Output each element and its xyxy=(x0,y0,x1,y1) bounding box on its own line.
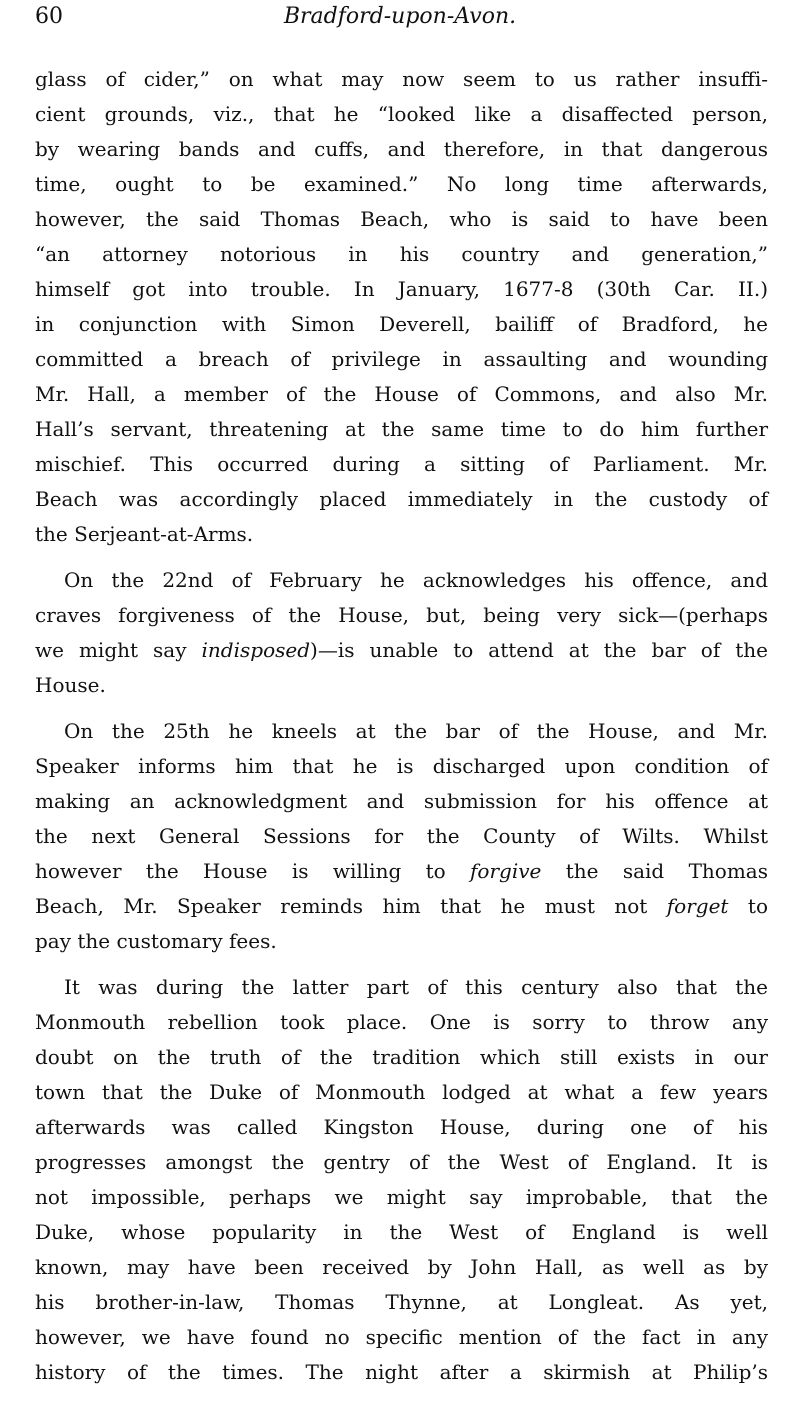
paragraph xyxy=(35,970,768,1390)
text-line xyxy=(35,237,768,272)
text-segment: Monmouth rebellion took place. One is sorry to throw any xyxy=(35,1010,768,1034)
text-segment: House. xyxy=(35,673,106,697)
italic-text: forget xyxy=(666,894,729,918)
text-line xyxy=(35,97,768,132)
page-header xyxy=(0,0,800,40)
text-line xyxy=(35,1005,768,1040)
text-line xyxy=(35,1215,768,1250)
text-segment: It was during the latter part of this century also that the xyxy=(64,975,768,999)
text-segment: by wearing bands and cuffs, and therefore, in that dangerous xyxy=(35,137,768,161)
text-segment: Mr. Hall, a member of the House of Commons, and also Mr. xyxy=(35,382,768,406)
text-segment: the next General Sessions for the County of Wilts. Whilst xyxy=(35,824,768,848)
text-line xyxy=(35,132,768,167)
text-segment: history of the times. The night after a skirmish at Philip’s xyxy=(35,1360,768,1384)
text-line xyxy=(35,854,768,889)
text-line xyxy=(35,889,768,924)
text-line xyxy=(35,749,768,784)
text-segment: On the 25th he kneels at the bar of the House, and Mr. xyxy=(64,719,768,743)
text-line xyxy=(35,1285,768,1320)
text-line xyxy=(35,1320,768,1355)
text-segment: Beach, Mr. Speaker reminds him that he must not xyxy=(35,894,667,918)
text-line xyxy=(35,517,768,552)
text-line xyxy=(35,1110,768,1145)
text-segment: “an attorney notorious in his country and generation,” xyxy=(35,242,768,266)
text-segment: his brother-in-law, Thomas Thynne, at Longleat. As yet, xyxy=(35,1290,768,1314)
text-line xyxy=(35,167,768,202)
text-segment: known, may have been received by John Hall, as well as by xyxy=(35,1255,768,1279)
text-segment: Hall’s servant, threatening at the same time to do him further xyxy=(35,417,768,441)
text-line xyxy=(35,668,768,703)
text-line xyxy=(35,598,768,633)
text-segment: )—is unable to attend at the bar of the xyxy=(310,638,768,662)
text-line xyxy=(35,563,768,598)
text-segment: time, ought to be examined.” No long time afterwards, xyxy=(35,172,768,196)
text-segment: Speaker informs him that he is discharged upon condition of xyxy=(35,754,768,778)
text-segment: afterwards was called Kingston House, during one of his xyxy=(35,1115,768,1139)
text-segment: On the 22nd of February he acknowledges his offence, and xyxy=(64,568,768,592)
paragraph xyxy=(35,563,768,703)
text-line xyxy=(35,1145,768,1180)
italic-text: forgive xyxy=(470,859,542,883)
text-segment: however, the said Thomas Beach, who is said to have been xyxy=(35,207,768,231)
text-line xyxy=(35,970,768,1005)
text-line xyxy=(35,1040,768,1075)
text-line xyxy=(35,62,768,97)
text-segment: town that the Duke of Monmouth lodged at what a few years xyxy=(35,1080,768,1104)
text-segment: committed a breach of privilege in assaulting and wounding xyxy=(35,347,768,371)
italic-text: indisposed xyxy=(201,638,311,662)
text-line xyxy=(35,447,768,482)
text-segment: himself got into trouble. In January, 1677-8 (30th Car. II.) xyxy=(35,277,768,301)
text-line xyxy=(35,784,768,819)
text-segment: pay the customary fees. xyxy=(35,929,277,953)
text-segment: doubt on the truth of the tradition which still exists in our xyxy=(35,1045,768,1069)
paragraph xyxy=(35,714,768,959)
text-segment: the said Thomas xyxy=(541,859,768,883)
text-segment: mischief. This occurred during a sitting of Parliament. Mr. xyxy=(35,452,768,476)
text-line xyxy=(35,924,768,959)
paragraph xyxy=(35,62,768,552)
text-segment: Duke, whose popularity in the West of England is well xyxy=(35,1220,768,1244)
text-line xyxy=(35,1355,768,1390)
text-segment: progresses amongst the gentry of the West of England. It is xyxy=(35,1150,768,1174)
text-segment: craves forgiveness of the House, but, being very sick—(perhaps xyxy=(35,603,768,627)
text-line xyxy=(35,412,768,447)
text-segment: making an acknowledgment and submission for his offence at xyxy=(35,789,768,813)
text-line xyxy=(35,714,768,749)
running-title: Bradford-upon-Avon. xyxy=(283,4,517,29)
text-segment: not impossible, perhaps we might say improbable, that the xyxy=(35,1185,768,1209)
body-text xyxy=(35,62,768,1401)
text-line xyxy=(35,1180,768,1215)
text-line xyxy=(35,633,768,668)
text-segment: Beach was accordingly placed immediately in the custody of xyxy=(35,487,768,511)
text-line xyxy=(35,307,768,342)
page-number: 60 xyxy=(35,4,63,29)
text-segment: glass of cider,” on what may now seem to us rather insuffi- xyxy=(35,67,768,91)
text-segment: however, we have found no specific mention of the fact in any xyxy=(35,1325,768,1349)
text-segment: in conjunction with Simon Deverell, bailiff of Bradford, he xyxy=(35,312,768,336)
text-line xyxy=(35,1250,768,1285)
text-line xyxy=(35,482,768,517)
text-segment: cient grounds, viz., that he “looked like a disaffected person, xyxy=(35,102,768,126)
text-line xyxy=(35,342,768,377)
text-segment: however the House is willing to xyxy=(35,859,471,883)
text-line xyxy=(35,202,768,237)
text-line xyxy=(35,272,768,307)
text-segment: the Serjeant-at-Arms. xyxy=(35,522,254,546)
text-line xyxy=(35,819,768,854)
text-segment: to xyxy=(728,894,769,918)
text-line xyxy=(35,1075,768,1110)
text-segment: we might say xyxy=(35,638,202,662)
text-line xyxy=(35,377,768,412)
